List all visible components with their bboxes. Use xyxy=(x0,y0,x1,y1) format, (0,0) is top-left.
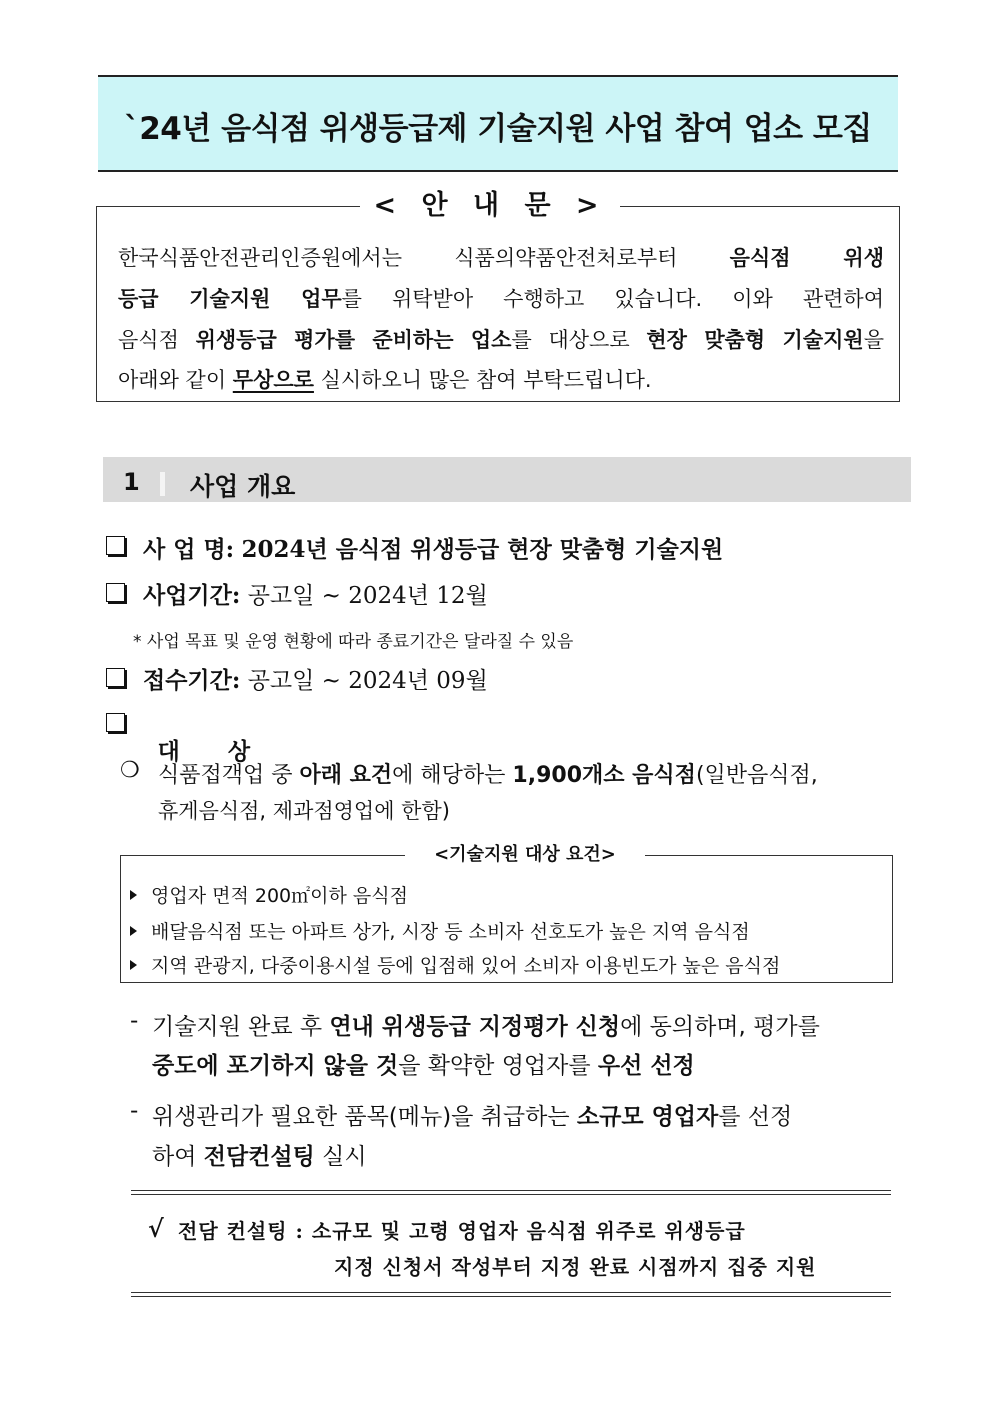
text-run: 에 해당하는 xyxy=(392,763,513,788)
text-run: 하여 xyxy=(152,1144,204,1170)
text-run: 에 동의하며, 평가를 xyxy=(620,1014,820,1040)
item-value: 2024년 음식점 위생등급 현장 맞춤형 기술지원 xyxy=(241,536,724,563)
section-title: 사업 개요 xyxy=(190,472,296,501)
item-label: 사 업 명: xyxy=(143,536,235,563)
item-label: 대 상 xyxy=(157,738,251,765)
item-receipt-period xyxy=(143,662,488,695)
consulting-line: 전담 컨설팅 : 소규모 및 고령 영업자 음식점 위주로 위생등급 xyxy=(178,1219,746,1243)
text-run: 연내 위생등급 지정평가 신청 xyxy=(329,1014,621,1040)
text-run: 아래 요건 xyxy=(299,763,393,788)
double-rule-top xyxy=(131,1190,891,1195)
item-label: 접수기간: xyxy=(143,667,241,694)
text-run: 음식점 xyxy=(118,328,196,352)
text-run: 위생등급 평가를 준비하는 업소 xyxy=(195,328,512,352)
triangle-bullet-icon xyxy=(130,960,137,970)
checkbox-icon xyxy=(106,536,125,555)
text-run: 위생관리가 필요한 품목(메뉴)을 취급하는 xyxy=(152,1104,577,1130)
consulting-line: 지정 신청서 작성부터 지정 완료 시점까지 집중 지원 xyxy=(334,1255,817,1279)
target-bullet: ❍ xyxy=(120,758,140,783)
requirements-heading: <기술지원 대상 요건> xyxy=(405,843,645,867)
text-run: 를 대상으로 xyxy=(511,328,647,352)
target-line xyxy=(158,758,818,789)
condition-line xyxy=(152,1008,820,1041)
text-run: 기술지원 완료 후 xyxy=(152,1014,330,1040)
text-run: 실시 xyxy=(314,1144,367,1170)
requirement-item xyxy=(130,951,780,978)
item-value: 공고일 ~ 2024년 12월 xyxy=(247,583,488,609)
condition-line xyxy=(152,1047,695,1080)
text-run: 중도에 포기하지 않을 것 xyxy=(152,1053,399,1079)
dash-bullet: - xyxy=(130,1008,139,1034)
notice-line xyxy=(118,245,884,271)
triangle-bullet-icon xyxy=(130,926,137,936)
section-number: 1 xyxy=(123,468,140,496)
period-note: * 사업 목표 및 운영 현황에 따라 종료기간은 달라질 수 있음 xyxy=(133,632,574,652)
notice-line xyxy=(118,327,884,353)
requirement-text: 영업자 면적 200㎡이하 음식점 xyxy=(151,885,408,907)
item-business-name xyxy=(143,531,723,564)
item-label: 사업기간: xyxy=(143,582,241,609)
text-run: 1,900개소 음식점 xyxy=(512,763,696,788)
section-separator xyxy=(160,472,165,496)
notice-line xyxy=(118,286,884,312)
text-run: 전담컨설팅 xyxy=(203,1144,315,1170)
triangle-bullet-icon xyxy=(130,890,137,900)
requirement-text: 배달음식점 또는 아파트 상가, 시장 등 소비자 선호도가 높은 지역 음식점 xyxy=(151,921,750,943)
item-value: 공고일 ~ 2024년 09월 xyxy=(247,668,488,694)
notice-line xyxy=(118,367,884,393)
dash-bullet: - xyxy=(130,1098,139,1124)
text-run: 실시하오니 많은 참여 부탁드립니다. xyxy=(313,368,652,392)
title-banner xyxy=(98,75,898,172)
text-run: 소규모 영업자 xyxy=(576,1104,719,1130)
text-run: 등급 기술지원 업무 xyxy=(118,287,342,311)
checkbox-icon xyxy=(106,583,125,602)
check-icon: √ xyxy=(148,1214,165,1243)
text-run: 를 위탁받아 수행하고 있습니다. 이와 관련하여 xyxy=(341,287,884,311)
text-run: 한국식품안전관리인증원에서는 식품의약품안전처로부터 xyxy=(118,246,730,270)
text-run: 식품접객업 중 xyxy=(158,763,300,788)
requirement-item xyxy=(130,881,408,908)
condition-line xyxy=(152,1098,792,1131)
text-run: 를 선정 xyxy=(718,1104,793,1130)
target-line: 휴게음식점, 제과점영업에 한함) xyxy=(158,799,450,823)
text-run: 을 xyxy=(863,328,884,352)
text-run: 무상으로 xyxy=(232,368,314,392)
page-title: `24년 음식점 위생등급제 기술지원 사업 참여 업소 모집 xyxy=(124,111,872,147)
checkbox-icon xyxy=(106,713,125,732)
checkbox-icon xyxy=(106,668,125,687)
text-run: 음식점 위생 xyxy=(729,246,884,270)
text-run: 현장 맞춤형 기술지원 xyxy=(646,328,864,352)
text-run: 아래와 같이 xyxy=(118,368,233,392)
requirement-item xyxy=(130,917,750,944)
text-run: (일반음식점, xyxy=(695,763,818,788)
notice-heading: < 안 내 문 > xyxy=(360,186,620,226)
item-business-period xyxy=(143,577,488,610)
condition-line xyxy=(152,1138,367,1171)
double-rule-bottom xyxy=(131,1292,891,1297)
text-run: 을 확약한 영업자를 xyxy=(398,1053,598,1079)
text-run: 우선 선정 xyxy=(597,1053,695,1079)
requirement-text: 지역 관광지, 다중이용시설 등에 입점해 있어 소비자 이용빈도가 높은 음식점 xyxy=(151,955,781,977)
